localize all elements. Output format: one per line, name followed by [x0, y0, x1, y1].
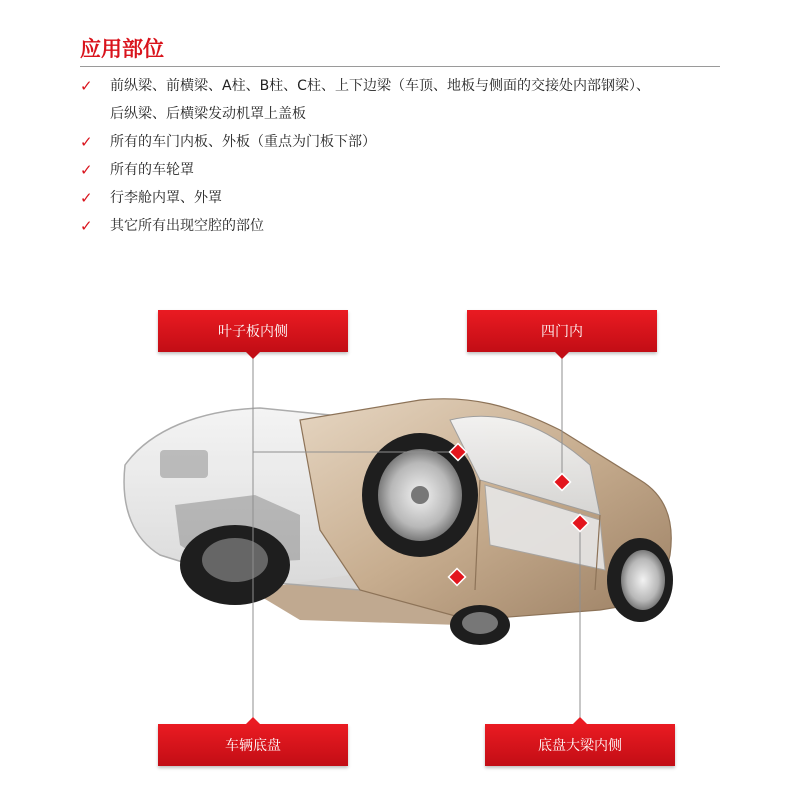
grille: [160, 450, 208, 478]
list-item-line: 后纵梁、后横梁发动机罩上盖板: [110, 106, 306, 122]
label-chassis: [158, 724, 348, 766]
title-divider: [80, 66, 720, 67]
list-item-line: 所有的车门内板、外板（重点为门板下部）: [110, 134, 376, 150]
application-list: [80, 72, 740, 240]
label-text: 四门内: [541, 324, 583, 340]
label-floor-beam-inner: [485, 724, 675, 766]
check-icon: ✓: [80, 161, 93, 179]
list-item: [80, 212, 740, 240]
label-text: 车辆底盘: [225, 738, 281, 754]
list-item: [80, 184, 740, 212]
list-item: [80, 128, 740, 156]
rear-left-wheel: [450, 605, 510, 645]
label-text: 叶子板内侧: [218, 324, 288, 340]
list-item: [80, 156, 740, 184]
check-icon: ✓: [80, 133, 93, 151]
list-item-line: 所有的车轮罩: [110, 162, 194, 178]
label-notch: [573, 717, 587, 724]
car-figure: [0, 290, 800, 800]
label-fender-inner: [158, 310, 348, 352]
label-text: 底盘大梁内侧: [538, 738, 622, 754]
label-notch: [246, 717, 260, 724]
front-left-wheel: [180, 525, 290, 605]
rear-right-wheel: [607, 538, 673, 622]
label-notch: [246, 352, 260, 359]
list-item: [80, 72, 740, 128]
car-illustration: [0, 290, 800, 800]
section-title: 应用部位: [80, 37, 164, 61]
check-icon: ✓: [80, 189, 93, 207]
label-four-doors-inner: [467, 310, 657, 352]
list-item-line: 其它所有出现空腔的部位: [110, 218, 264, 234]
check-icon: ✓: [80, 77, 93, 95]
label-notch: [555, 352, 569, 359]
list-item-line: 行李舱内罩、外罩: [110, 190, 222, 206]
check-icon: ✓: [80, 217, 93, 235]
list-item-line: 前纵梁、前横梁、A柱、B柱、C柱、上下边梁（车顶、地板与侧面的交接处内部钢梁）、: [110, 78, 650, 94]
